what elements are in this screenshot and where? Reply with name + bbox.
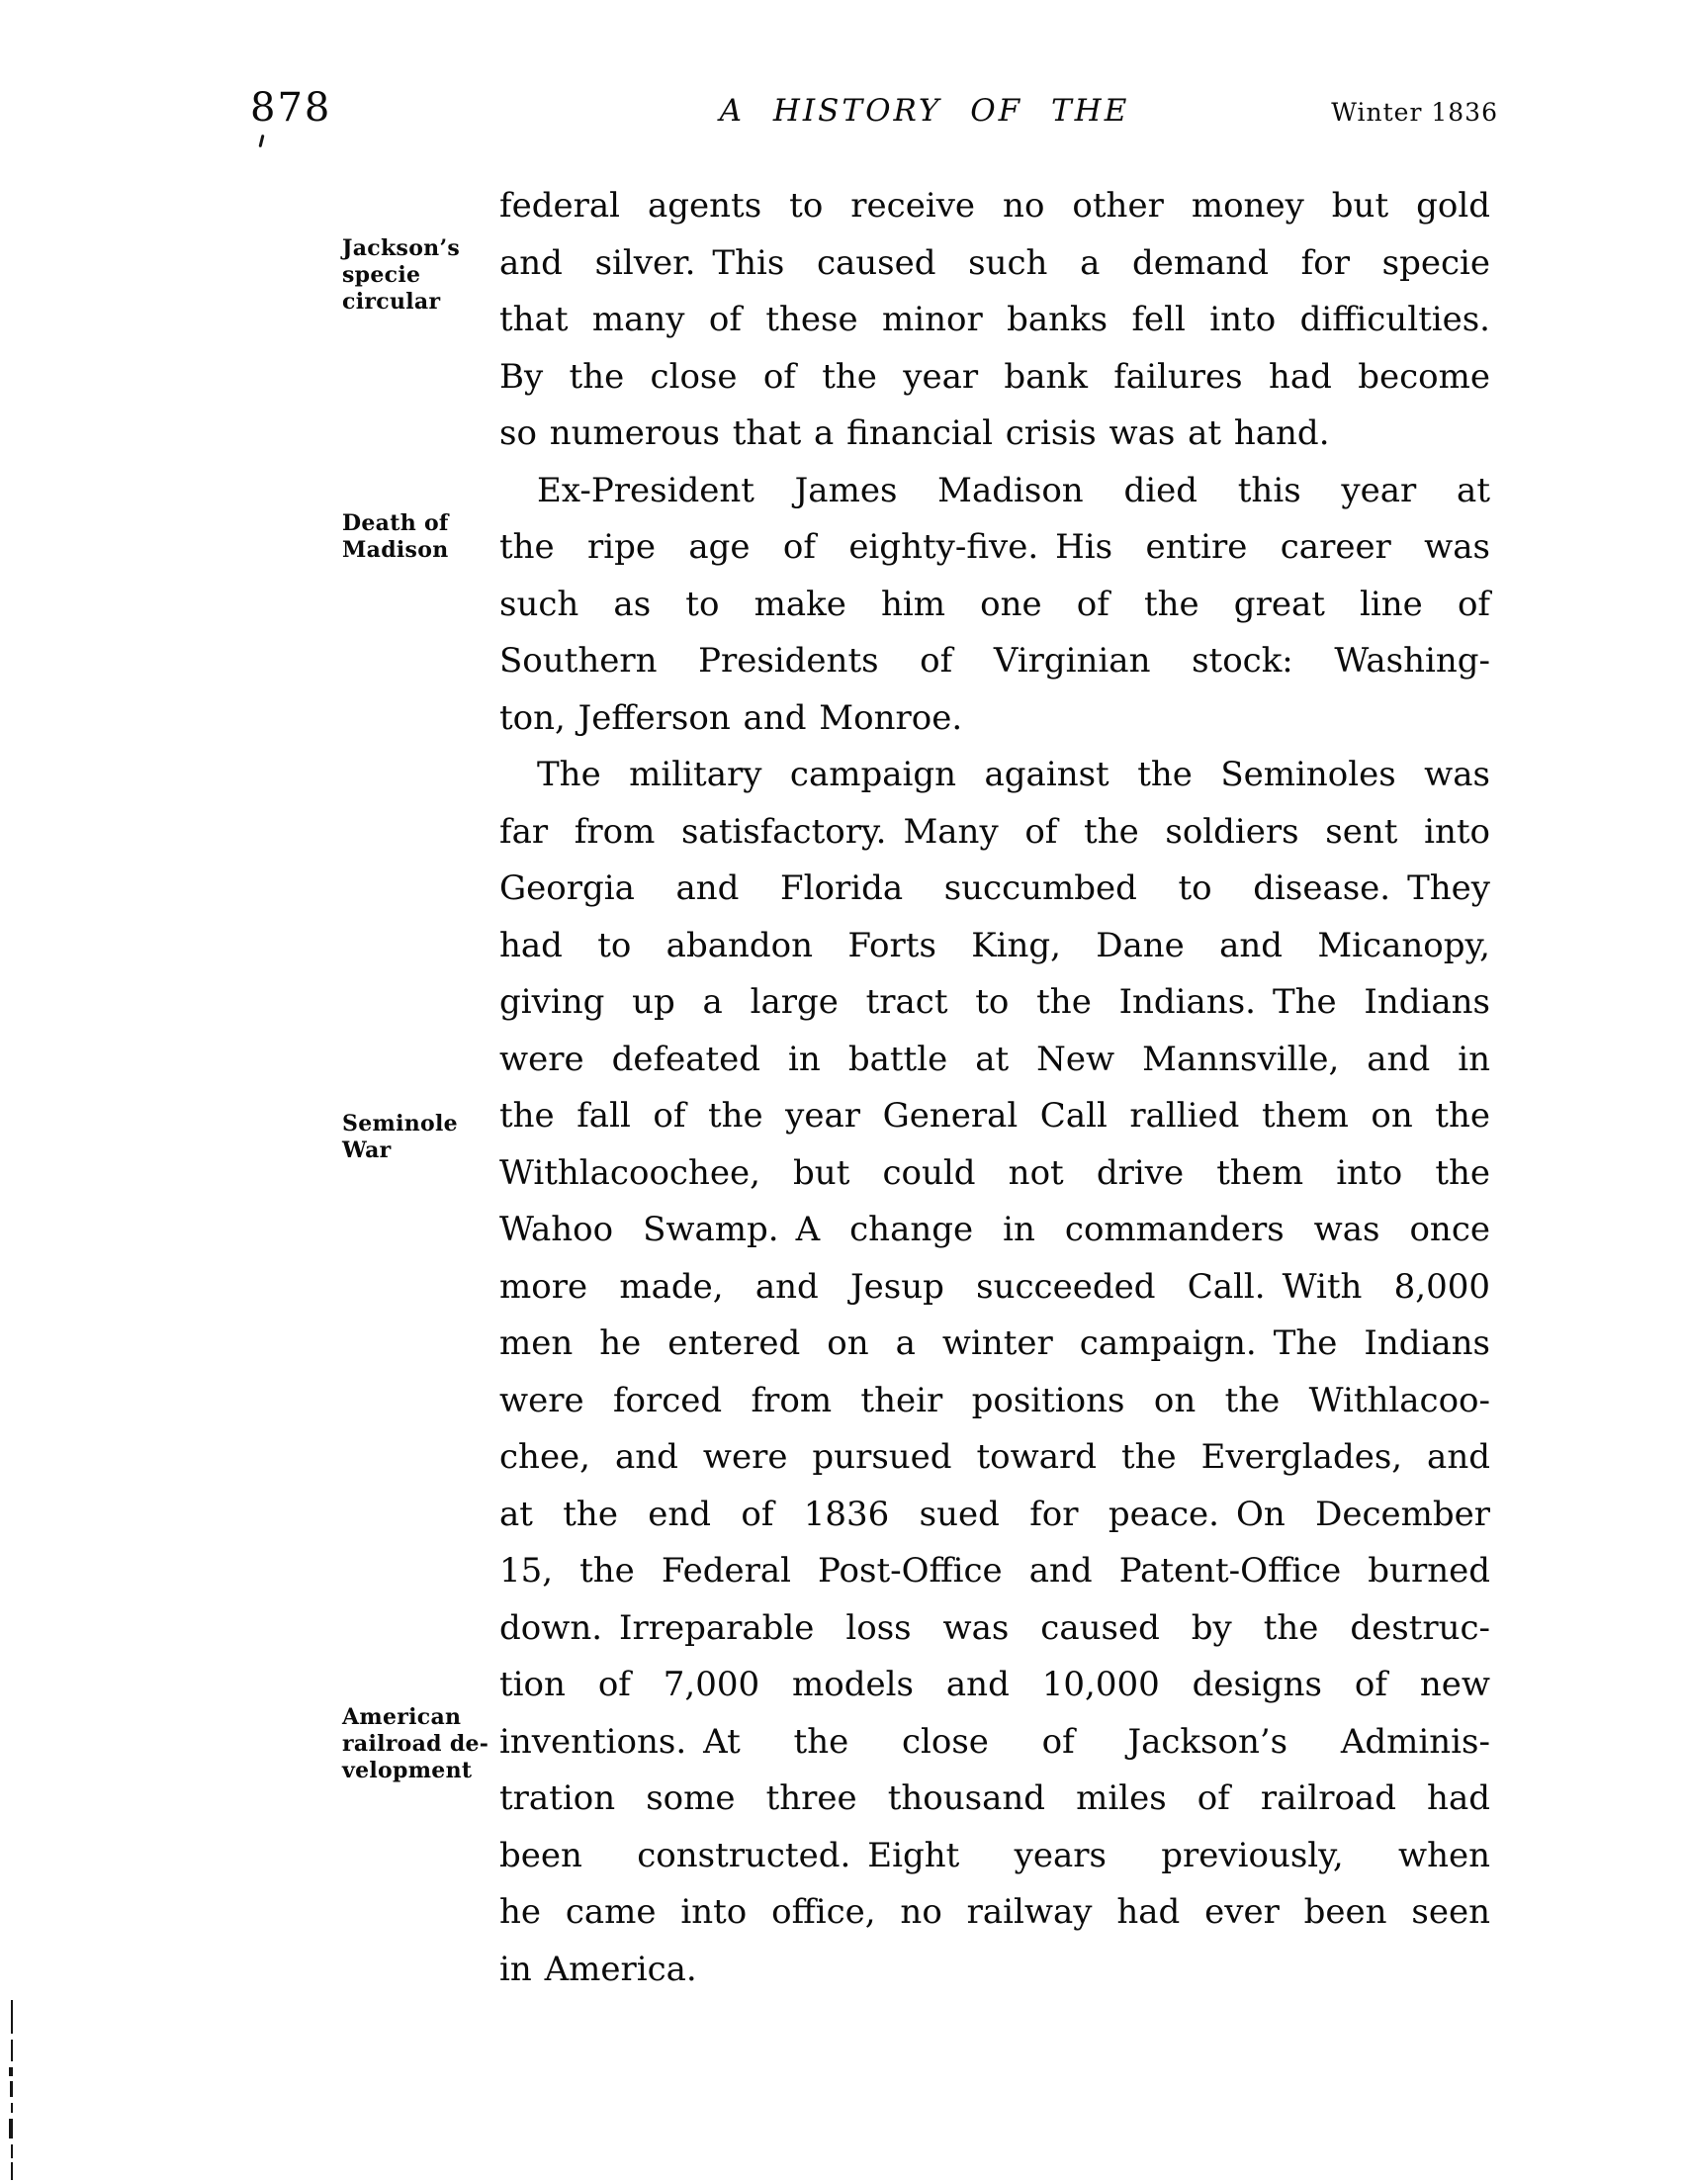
body-line: chee, and were pursued toward the Everglades, and	[499, 1437, 1490, 1477]
body-line: Withlacoochee, but could not drive them into the	[499, 1152, 1490, 1193]
scan-artifact-mark	[258, 135, 264, 147]
body-line: ton, Jefferson and Monroe.	[499, 697, 963, 738]
body-line: 15, the Federal Post-Office and Patent-Office burned	[499, 1551, 1490, 1591]
margin-note-line: Madison	[342, 537, 449, 563]
margin-note-line: Jackson’s	[342, 235, 461, 261]
scan-artifact-mark	[10, 2081, 13, 2097]
body-line: By the close of the year bank failures had become	[499, 356, 1490, 397]
body-line: the fall of the year General Call rallied them on the	[499, 1096, 1490, 1136]
body-line: down. Irreparable loss was caused by the destruc-	[499, 1607, 1490, 1648]
margin-note-seminole-war	[342, 1111, 492, 1164]
body-line: in America.	[499, 1949, 697, 1989]
margin-note-line: Seminole	[342, 1111, 458, 1137]
body-line: and silver. This caused such a demand for specie	[499, 242, 1490, 283]
scan-artifact-mark	[9, 2067, 13, 2076]
body-line: had to abandon Forts King, Dane and Micanopy,	[499, 925, 1490, 965]
body-line: inventions. At the close of Jackson’s Adminis-	[499, 1721, 1490, 1762]
page-number: 878	[250, 85, 332, 131]
body-line: such as to make him one of the great line of	[499, 584, 1490, 624]
body-line: men he entered on a winter campaign. The Indians	[499, 1323, 1490, 1363]
margin-note-line: Death of	[342, 510, 449, 536]
body-line: tion of 7,000 models and 10,000 designs of new	[499, 1665, 1490, 1704]
body-line: more made, and Jesup succeeded Call. With 8,000	[499, 1266, 1490, 1307]
margin-note-line: specie	[342, 262, 421, 288]
scan-artifact-mark	[11, 2000, 13, 2034]
margin-note-death-of-madison	[342, 510, 492, 564]
body-line: far from satisfactory. Many of the soldiers sent into	[499, 811, 1490, 852]
body-line: been constructed. Eight years previously, when	[499, 1835, 1490, 1875]
margin-note-jacksons-specie-circular	[342, 235, 492, 316]
running-title: A HISTORY OF THE	[719, 93, 1130, 129]
scan-artifact-mark	[11, 2040, 13, 2061]
body-line: the ripe age of eighty-five. His entire career was	[499, 527, 1490, 567]
margin-note-line: velopment	[342, 1758, 473, 1783]
body-line: Wahoo Swamp. A change in commanders was once	[499, 1210, 1490, 1249]
body-line: so numerous that a financial crisis was at hand.	[499, 413, 1330, 453]
scan-artifact-mark	[11, 2103, 13, 2113]
margin-note-line: American	[342, 1704, 462, 1730]
edition-date: Winter 1836	[1331, 98, 1498, 127]
body-line: were defeated in battle at New Mannsville, and in	[499, 1039, 1490, 1079]
body-text	[499, 178, 1490, 1998]
body-line: that many of these minor banks fell into difficulties.	[499, 300, 1490, 339]
body-line: The military campaign against the Seminoles was	[537, 755, 1490, 794]
body-line: at the end of 1836 sued for peace. On December	[499, 1494, 1490, 1534]
margin-note-line: circular	[342, 289, 441, 315]
margin-note-line: War	[342, 1138, 392, 1163]
body-line: tration some three thousand miles of railroad had	[499, 1778, 1490, 1818]
body-line: he came into office, no railway had ever been seen	[499, 1892, 1490, 1932]
scan-artifact-mark	[11, 2144, 13, 2158]
scan-artifact-mark	[11, 2162, 13, 2180]
margin-note-line: railroad de-	[342, 1731, 489, 1757]
scan-artifact-mark	[9, 2119, 13, 2138]
body-line: Southern Presidents of Virginian stock: Washing-	[499, 641, 1490, 681]
body-line: giving up a large tract to the Indians. The Indians	[499, 982, 1490, 1022]
margin-note-american-railroad-development	[342, 1704, 492, 1784]
body-line: federal agents to receive no other money but gold	[499, 186, 1490, 226]
body-line: Ex-President James Madison died this year at	[537, 470, 1490, 510]
body-line: were forced from their positions on the Withlacoo-	[499, 1380, 1490, 1420]
body-line: Georgia and Florida succumbed to disease. They	[499, 868, 1490, 908]
